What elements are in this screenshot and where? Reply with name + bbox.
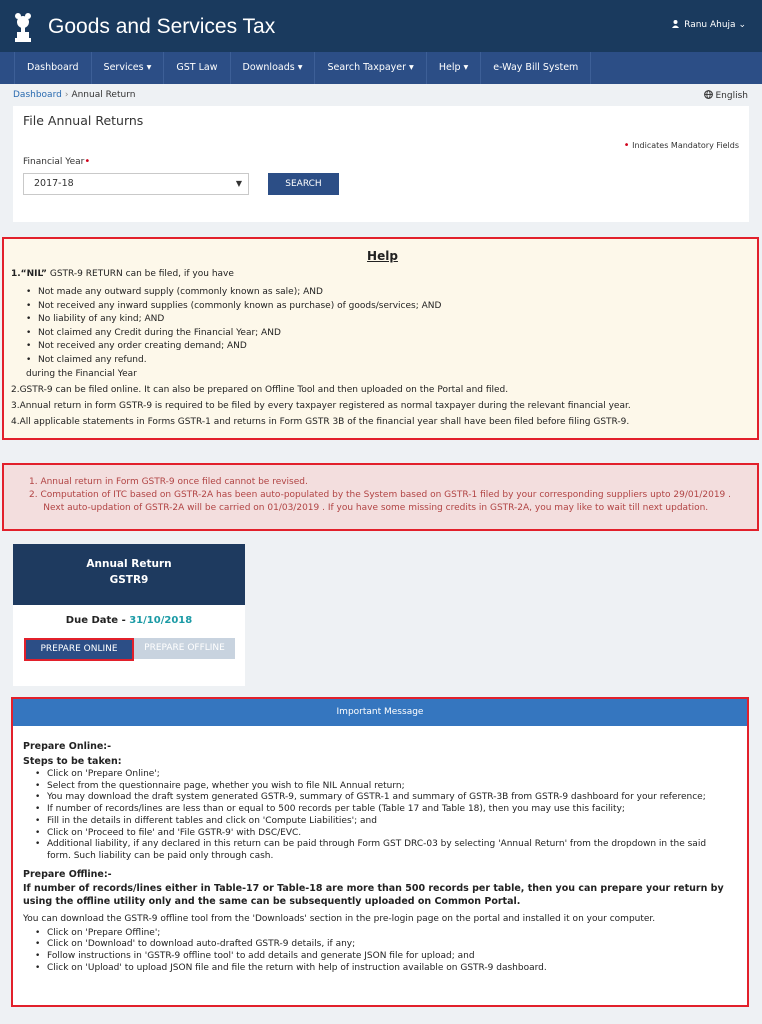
list-item: • Click on 'Download' to download auto-drafted GSTR-9 details, if any; xyxy=(35,939,747,951)
top-header xyxy=(0,0,762,52)
language-selector[interactable] xyxy=(704,90,748,101)
list-item: • Click on 'Proceed to file' and 'File GSTR-9' with DSC/EVC. xyxy=(35,828,747,840)
prepare-offline-heading: Prepare Offline:- xyxy=(23,868,112,880)
important-message-heading: Important Message xyxy=(13,699,747,726)
card-header xyxy=(13,544,245,605)
prepare-online-heading: Prepare Online:- xyxy=(23,741,112,752)
prepare-offline-button[interactable]: PREPARE OFFLINE xyxy=(134,638,235,659)
prepare-online-button[interactable]: PREPARE ONLINE xyxy=(24,638,134,661)
main-nav xyxy=(0,52,762,84)
offline-tool-text: You can download the GSTR-9 offline tool from the 'Downloads' section in the pre-login page on the portal and installed it on your computer. xyxy=(23,913,656,924)
list-item: • Click on 'Prepare Offline'; xyxy=(35,928,747,940)
help-item-2: 2.GSTR-9 can be filed online. It can also be prepared on Offline Tool and then uploaded on the Portal and filed. xyxy=(11,385,509,395)
breadcrumb xyxy=(13,90,135,100)
breadcrumb-dashboard-link[interactable]: Dashboard xyxy=(13,90,62,100)
help-item-1 xyxy=(11,269,234,279)
warning-box xyxy=(2,463,759,531)
nil-conditions-list xyxy=(26,286,441,367)
mandatory-note xyxy=(624,140,739,151)
nav-dashboard[interactable]: Dashboard xyxy=(15,52,92,84)
nav-help[interactable]: Help ▾ xyxy=(427,52,481,84)
card-subtitle: GSTR9 xyxy=(109,574,149,586)
breadcrumb-current: Annual Return xyxy=(71,90,136,100)
warning-list xyxy=(29,476,731,516)
list-item: • If number of records/lines are less than or equal to 500 records per table (Table 17 and Table 18), then you may use this facility; xyxy=(35,804,747,816)
site-title[interactable]: Goods and Services Tax xyxy=(48,15,276,38)
help-heading: Help xyxy=(367,249,398,263)
list-item: • Click on 'Upload' to upload JSON file and file the return with help of instruction available on GSTR-9 dashboard. xyxy=(35,963,747,975)
nav-gst-law[interactable]: GST Law xyxy=(164,52,230,84)
nil-label: 1.“NIL” xyxy=(11,269,47,279)
user-icon xyxy=(672,20,679,28)
card-title: Annual Return xyxy=(86,558,172,570)
required-marker: • xyxy=(84,156,91,167)
user-name: Ranu Ahuja xyxy=(684,20,736,30)
chevron-down-icon: ⌄ xyxy=(738,20,746,30)
online-steps-list xyxy=(35,769,747,863)
nav-services[interactable]: Services ▾ xyxy=(92,52,165,84)
list-item: • Follow instructions in 'GSTR-9 offline tool' to add details and generate JSON file for upload; and xyxy=(35,951,747,963)
nav-search-taxpayer[interactable]: Search Taxpayer ▾ xyxy=(315,52,426,84)
list-item: • Not claimed any Credit during the Financial Year; AND xyxy=(26,327,441,341)
language-label: English xyxy=(715,91,748,101)
due-date-value: 31/10/2018 xyxy=(129,615,193,626)
help-during-text: during the Financial Year xyxy=(26,369,137,379)
warning-item: Next auto-updation of GSTR-2A will be carried on 01/03/2019 . If you have some missing credits in GSTR-2A, you may like to wait till next updation. xyxy=(29,503,709,514)
due-date-label: Due Date - xyxy=(65,615,130,626)
due-date xyxy=(13,615,245,626)
offline-condition-text: If number of records/lines either in Table-17 or Table-18 are more than 500 records per table, then you can prepare your return by using the offline utility only and the same can be subsequently uploaded on Common Portal. xyxy=(23,882,724,908)
help-item-3: 3.Annual return in form GSTR-9 is required to be filed by every taxpayer registered as normal taxpayer during the relevant financial year. xyxy=(11,401,631,411)
list-item: • Fill in the details in different tables and click on 'Compute Liabilities'; and xyxy=(35,816,747,828)
list-item: • Not made any outward supply (commonly known as sale); AND xyxy=(26,286,441,300)
nav-eway-bill[interactable]: e-Way Bill System xyxy=(481,52,591,84)
file-annual-returns-panel xyxy=(13,106,749,222)
financial-year-select[interactable] xyxy=(23,173,249,195)
important-message-box xyxy=(11,697,749,1007)
list-item: • Click on 'Prepare Online'; xyxy=(35,769,747,781)
list-item: • You may download the draft system generated GSTR-9, summary of GSTR-1 and summary of GSTR-3B from GSTR-9 dashboard for your reference; xyxy=(35,792,747,804)
help-item-4: 4.All applicable statements in Forms GSTR-1 and returns in Form GSTR 3B of the financial year shall have been filed before filing GSTR-9. xyxy=(11,417,630,427)
financial-year-label xyxy=(23,156,90,167)
nav-downloads[interactable]: Downloads ▾ xyxy=(231,52,316,84)
list-item: • Select from the questionnaire page, whether you wish to file NIL Annual return; xyxy=(35,781,747,793)
national-emblem-icon xyxy=(12,8,34,44)
financial-year-value: 2017-18 xyxy=(34,178,74,189)
globe-icon xyxy=(704,90,713,99)
list-item: • Not received any order creating demand; AND xyxy=(26,340,441,354)
user-menu[interactable] xyxy=(672,20,746,30)
help-item-1-text: GSTR-9 RETURN can be filed, if you have xyxy=(46,269,234,279)
offline-steps-list xyxy=(35,928,747,975)
panel-title: File Annual Returns xyxy=(23,113,144,128)
steps-heading: Steps to be taken: xyxy=(23,756,122,767)
search-button[interactable]: SEARCH xyxy=(268,173,339,195)
dropdown-caret-icon: ▼ xyxy=(235,179,242,188)
financial-year-label-text: Financial Year xyxy=(23,157,85,167)
mandatory-note-text: Indicates Mandatory Fields xyxy=(632,141,739,150)
warning-item: 1. Annual return in Form GSTR-9 once filed cannot be revised. xyxy=(29,477,308,487)
breadcrumb-separator: › xyxy=(64,90,69,100)
list-item: • Not received any inward supplies (commonly known as purchase) of goods/services; AND xyxy=(26,300,441,314)
help-box xyxy=(2,237,759,440)
list-item: • Additional liability, if any declared in this return can be paid through Form GST DRC-03 by selecting 'Annual Return' from the dropdown in the said form. Such liability can be paid only through cash. xyxy=(35,839,725,862)
required-marker: • xyxy=(623,140,630,151)
list-item: • Not claimed any refund. xyxy=(26,354,441,368)
annual-return-card xyxy=(13,544,245,686)
warning-item: 2. Computation of ITC based on GSTR-2A has been auto-populated by the System based on GSTR-1 filed by your corresponding suppliers upto 29/01/2019 . xyxy=(29,490,732,501)
list-item: • No liability of any kind; AND xyxy=(26,313,441,327)
